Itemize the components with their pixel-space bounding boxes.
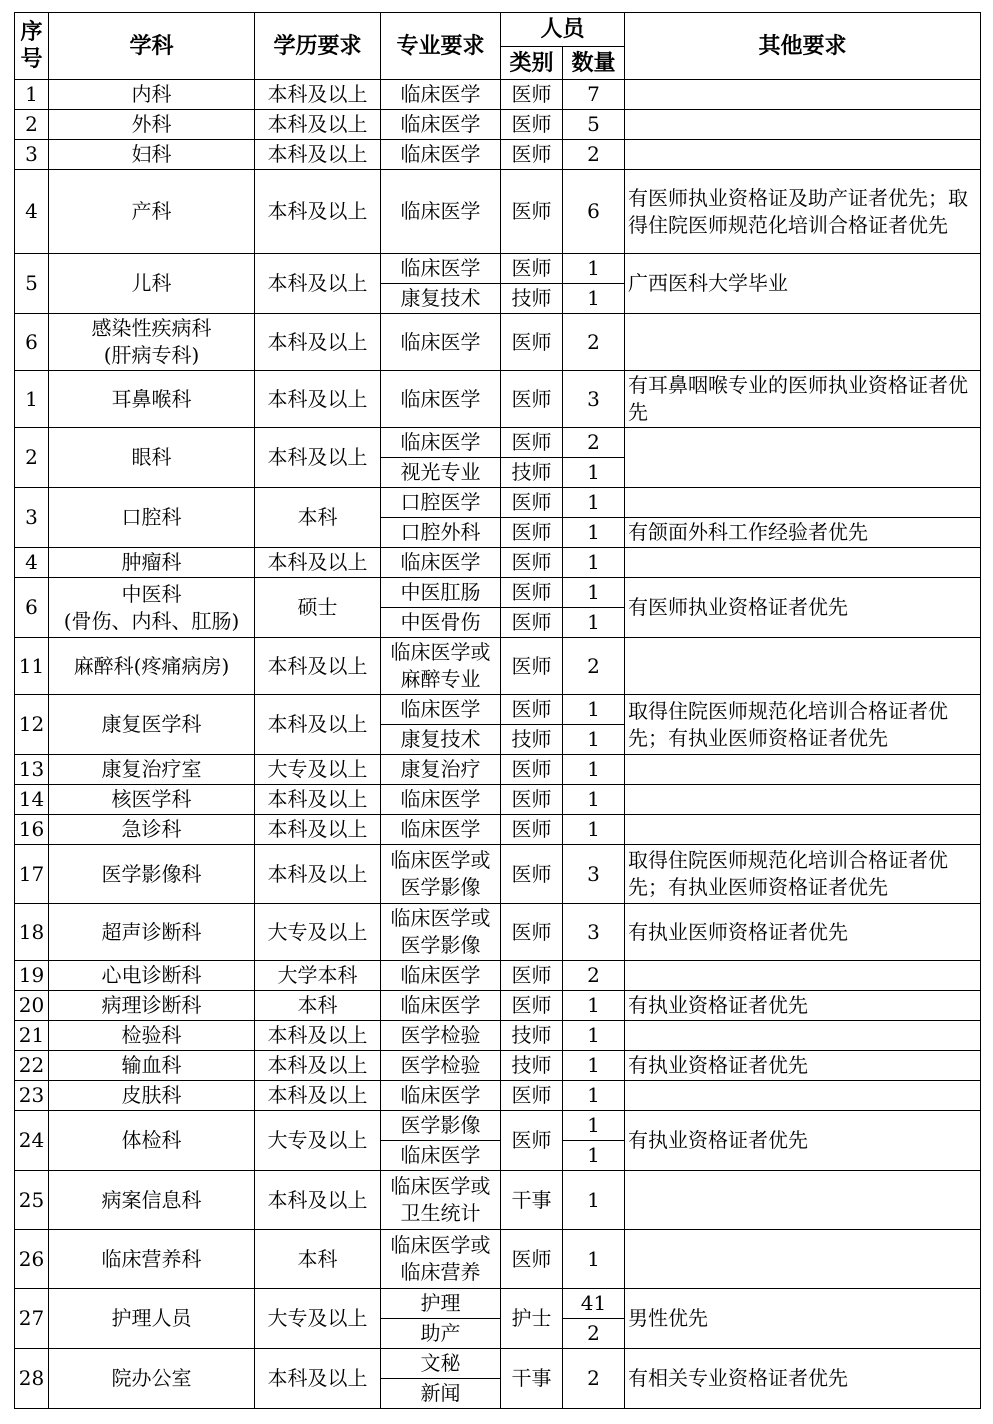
dept-cell: 医学影像科	[49, 845, 255, 904]
header-dept: 学科	[49, 13, 255, 80]
dept-cell: 产科	[49, 170, 255, 254]
edu-cell: 本科及以上	[255, 815, 381, 845]
header-edu: 学历要求	[255, 13, 381, 80]
type-cell: 医师	[501, 904, 563, 961]
header-major: 专业要求	[381, 13, 501, 80]
other-cell: 有颌面外科工作经验者优先	[625, 518, 981, 548]
seq-cell: 3	[15, 488, 49, 548]
type-cell: 医师	[501, 140, 563, 170]
seq-cell: 5	[15, 254, 49, 314]
count-cell: 5	[563, 110, 625, 140]
dept-cell: 耳鼻喉科	[49, 371, 255, 428]
count-cell: 1	[563, 1230, 625, 1289]
type-cell: 医师	[501, 1081, 563, 1111]
table-row	[15, 845, 981, 904]
major-cell: 助产	[381, 1319, 501, 1349]
header-type: 类别	[501, 47, 563, 80]
count-cell: 3	[563, 845, 625, 904]
seq-cell: 1	[15, 80, 49, 110]
table-row	[15, 110, 981, 140]
major-cell: 医学检验	[381, 1021, 501, 1051]
count-cell: 1	[563, 548, 625, 578]
count-cell: 1	[563, 1021, 625, 1051]
type-cell: 医师	[501, 608, 563, 638]
count-cell: 7	[563, 80, 625, 110]
major-cell: 护理	[381, 1289, 501, 1319]
table-row	[15, 578, 981, 608]
other-cell	[625, 815, 981, 845]
type-cell: 医师	[501, 815, 563, 845]
table-row	[15, 755, 981, 785]
seq-cell: 13	[15, 755, 49, 785]
type-cell: 医师	[501, 1111, 563, 1171]
count-cell: 1	[563, 1141, 625, 1171]
count-cell: 2	[563, 314, 625, 371]
other-cell	[625, 785, 981, 815]
major-cell: 口腔外科	[381, 518, 501, 548]
other-cell	[625, 428, 981, 488]
dept-cell: 护理人员	[49, 1289, 255, 1349]
dept-cell: 输血科	[49, 1051, 255, 1081]
seq-cell: 23	[15, 1081, 49, 1111]
seq-cell: 4	[15, 548, 49, 578]
edu-cell: 本科及以上	[255, 1349, 381, 1409]
count-cell: 1	[563, 815, 625, 845]
table-body	[15, 80, 981, 1409]
seq-cell: 25	[15, 1171, 49, 1230]
dept-cell: 皮肤科	[49, 1081, 255, 1111]
count-cell: 1	[563, 488, 625, 518]
edu-cell: 本科	[255, 991, 381, 1021]
other-cell	[625, 314, 981, 371]
seq-cell: 27	[15, 1289, 49, 1349]
seq-cell: 18	[15, 904, 49, 961]
type-cell: 医师	[501, 638, 563, 695]
other-cell	[625, 488, 981, 518]
type-cell: 技师	[501, 1021, 563, 1051]
dept-cell: 儿科	[49, 254, 255, 314]
seq-cell: 26	[15, 1230, 49, 1289]
major-cell: 康复治疗	[381, 755, 501, 785]
major-cell: 口腔医学	[381, 488, 501, 518]
header-count: 数量	[563, 47, 625, 80]
major-cell: 临床医学	[381, 140, 501, 170]
dept-cell: 康复治疗室	[49, 755, 255, 785]
edu-cell: 大专及以上	[255, 755, 381, 785]
other-cell: 男性优先	[625, 1289, 981, 1349]
edu-cell: 大专及以上	[255, 1111, 381, 1171]
other-cell	[625, 1081, 981, 1111]
dept-cell: 妇科	[49, 140, 255, 170]
type-cell: 医师	[501, 314, 563, 371]
edu-cell: 本科	[255, 488, 381, 548]
major-cell: 临床医学	[381, 428, 501, 458]
edu-cell: 本科及以上	[255, 428, 381, 488]
count-cell: 2	[563, 140, 625, 170]
type-cell: 医师	[501, 755, 563, 785]
dept-cell: 临床营养科	[49, 1230, 255, 1289]
other-cell	[625, 80, 981, 110]
edu-cell: 本科及以上	[255, 170, 381, 254]
seq-cell: 22	[15, 1051, 49, 1081]
table-row	[15, 785, 981, 815]
table-row	[15, 1171, 981, 1230]
seq-cell: 20	[15, 991, 49, 1021]
count-cell: 1	[563, 695, 625, 725]
table-row	[15, 1111, 981, 1141]
other-cell: 有医师执业资格证者优先	[625, 578, 981, 638]
other-cell: 有耳鼻咽喉专业的医师执业资格证者优先	[625, 371, 981, 428]
table-row	[15, 638, 981, 695]
other-cell	[625, 140, 981, 170]
type-cell: 干事	[501, 1349, 563, 1409]
seq-cell: 1	[15, 371, 49, 428]
dept-cell: 急诊科	[49, 815, 255, 845]
major-cell: 医学检验	[381, 1051, 501, 1081]
other-cell: 有相关专业资格证者优先	[625, 1349, 981, 1409]
table-row	[15, 695, 981, 725]
header-other: 其他要求	[625, 13, 981, 80]
major-cell: 康复技术	[381, 725, 501, 755]
table-row	[15, 1021, 981, 1051]
edu-cell: 本科及以上	[255, 140, 381, 170]
type-cell: 医师	[501, 170, 563, 254]
other-cell	[625, 1021, 981, 1051]
type-cell: 医师	[501, 1230, 563, 1289]
seq-cell: 6	[15, 314, 49, 371]
major-cell: 中医肛肠	[381, 578, 501, 608]
type-cell: 医师	[501, 254, 563, 284]
seq-cell: 6	[15, 578, 49, 638]
count-cell: 1	[563, 608, 625, 638]
type-cell: 技师	[501, 1051, 563, 1081]
header-staff: 人员	[501, 13, 625, 47]
other-cell: 有执业医师资格证者优先	[625, 904, 981, 961]
table-row	[15, 488, 981, 518]
type-cell: 医师	[501, 110, 563, 140]
count-cell: 1	[563, 991, 625, 1021]
dept-cell: 康复医学科	[49, 695, 255, 755]
type-cell: 医师	[501, 785, 563, 815]
dept-cell: 病理诊断科	[49, 991, 255, 1021]
other-cell: 广西医科大学毕业	[625, 254, 981, 314]
dept-cell: 体检科	[49, 1111, 255, 1171]
major-cell: 临床医学	[381, 815, 501, 845]
edu-cell: 大学本科	[255, 961, 381, 991]
seq-cell: 21	[15, 1021, 49, 1051]
major-cell: 新闻	[381, 1379, 501, 1409]
edu-cell: 本科及以上	[255, 785, 381, 815]
major-cell: 临床医学或 医学影像	[381, 904, 501, 961]
count-cell: 1	[563, 755, 625, 785]
table-row	[15, 991, 981, 1021]
edu-cell: 本科及以上	[255, 1171, 381, 1230]
type-cell: 医师	[501, 371, 563, 428]
table-row	[15, 548, 981, 578]
type-cell: 医师	[501, 80, 563, 110]
dept-cell: 超声诊断科	[49, 904, 255, 961]
type-cell: 干事	[501, 1171, 563, 1230]
count-cell: 1	[563, 725, 625, 755]
table-row	[15, 371, 981, 428]
table-header	[15, 13, 981, 80]
type-cell: 医师	[501, 961, 563, 991]
count-cell: 1	[563, 1051, 625, 1081]
major-cell: 临床医学	[381, 314, 501, 371]
major-cell: 临床医学	[381, 110, 501, 140]
seq-cell: 17	[15, 845, 49, 904]
count-cell: 2	[563, 961, 625, 991]
count-cell: 2	[563, 1319, 625, 1349]
count-cell: 2	[563, 1349, 625, 1409]
dept-cell: 核医学科	[49, 785, 255, 815]
count-cell: 6	[563, 170, 625, 254]
other-cell: 有执业资格证者优先	[625, 1111, 981, 1171]
major-cell: 临床医学或 麻醉专业	[381, 638, 501, 695]
table-row	[15, 815, 981, 845]
count-cell: 1	[563, 518, 625, 548]
count-cell: 41	[563, 1289, 625, 1319]
edu-cell: 本科及以上	[255, 110, 381, 140]
seq-cell: 2	[15, 110, 49, 140]
type-cell: 医师	[501, 578, 563, 608]
dept-cell: 口腔科	[49, 488, 255, 548]
dept-cell: 院办公室	[49, 1349, 255, 1409]
seq-cell: 24	[15, 1111, 49, 1171]
other-cell	[625, 1171, 981, 1230]
seq-cell: 4	[15, 170, 49, 254]
type-cell: 医师	[501, 488, 563, 518]
count-cell: 1	[563, 284, 625, 314]
recruitment-table	[14, 12, 981, 1409]
major-cell: 临床医学或 卫生统计	[381, 1171, 501, 1230]
major-cell: 临床医学	[381, 254, 501, 284]
major-cell: 中医骨伤	[381, 608, 501, 638]
edu-cell: 本科及以上	[255, 254, 381, 314]
type-cell: 医师	[501, 548, 563, 578]
type-cell: 医师	[501, 695, 563, 725]
table-row	[15, 1081, 981, 1111]
edu-cell: 本科及以上	[255, 1081, 381, 1111]
table-row	[15, 1230, 981, 1289]
major-cell: 临床医学	[381, 695, 501, 725]
seq-cell: 12	[15, 695, 49, 755]
count-cell: 3	[563, 371, 625, 428]
type-cell: 医师	[501, 991, 563, 1021]
major-cell: 临床医学	[381, 371, 501, 428]
table-row	[15, 254, 981, 284]
count-cell: 3	[563, 904, 625, 961]
dept-cell: 检验科	[49, 1021, 255, 1051]
table-row	[15, 904, 981, 961]
major-cell: 临床医学	[381, 991, 501, 1021]
type-cell: 医师	[501, 518, 563, 548]
other-cell	[625, 1230, 981, 1289]
other-cell: 取得住院医师规范化培训合格证者优先；有执业医师资格证者优先	[625, 695, 981, 755]
type-cell: 技师	[501, 725, 563, 755]
edu-cell: 本科及以上	[255, 314, 381, 371]
edu-cell: 本科及以上	[255, 80, 381, 110]
other-cell	[625, 638, 981, 695]
table-row	[15, 428, 981, 458]
dept-cell: 病案信息科	[49, 1171, 255, 1230]
type-cell: 技师	[501, 458, 563, 488]
major-cell: 临床医学	[381, 80, 501, 110]
major-cell: 临床医学	[381, 170, 501, 254]
type-cell: 医师	[501, 428, 563, 458]
edu-cell: 本科及以上	[255, 845, 381, 904]
dept-cell: 肿瘤科	[49, 548, 255, 578]
count-cell: 1	[563, 1171, 625, 1230]
edu-cell: 大专及以上	[255, 1289, 381, 1349]
seq-cell: 14	[15, 785, 49, 815]
major-cell: 临床医学	[381, 1081, 501, 1111]
table-row	[15, 1051, 981, 1081]
edu-cell: 本科及以上	[255, 371, 381, 428]
major-cell: 医学影像	[381, 1111, 501, 1141]
header-seq: 序 号	[15, 13, 49, 80]
edu-cell: 硕士	[255, 578, 381, 638]
count-cell: 1	[563, 254, 625, 284]
seq-cell: 11	[15, 638, 49, 695]
count-cell: 1	[563, 1111, 625, 1141]
major-cell: 临床医学	[381, 1141, 501, 1171]
count-cell: 2	[563, 428, 625, 458]
table-row	[15, 140, 981, 170]
major-cell: 文秘	[381, 1349, 501, 1379]
dept-cell: 心电诊断科	[49, 961, 255, 991]
table-row	[15, 961, 981, 991]
seq-cell: 16	[15, 815, 49, 845]
edu-cell: 本科及以上	[255, 695, 381, 755]
other-cell	[625, 110, 981, 140]
dept-cell: 内科	[49, 80, 255, 110]
other-cell	[625, 961, 981, 991]
major-cell: 临床医学	[381, 785, 501, 815]
table-row	[15, 314, 981, 371]
other-cell: 取得住院医师规范化培训合格证者优先；有执业医师资格证者优先	[625, 845, 981, 904]
table-row	[15, 1289, 981, 1319]
dept-cell: 感染性疾病科 (肝病专科)	[49, 314, 255, 371]
edu-cell: 本科	[255, 1230, 381, 1289]
edu-cell: 大专及以上	[255, 904, 381, 961]
other-cell	[625, 755, 981, 785]
dept-cell: 麻醉科(疼痛病房)	[49, 638, 255, 695]
major-cell: 临床医学或 临床营养	[381, 1230, 501, 1289]
table-row	[15, 170, 981, 254]
type-cell: 医师	[501, 845, 563, 904]
count-cell: 1	[563, 578, 625, 608]
other-cell: 有执业资格证者优先	[625, 1051, 981, 1081]
seq-cell: 3	[15, 140, 49, 170]
count-cell: 1	[563, 1081, 625, 1111]
edu-cell: 本科及以上	[255, 1021, 381, 1051]
major-cell: 临床医学	[381, 961, 501, 991]
other-cell: 有执业资格证者优先	[625, 991, 981, 1021]
seq-cell: 28	[15, 1349, 49, 1409]
count-cell: 1	[563, 785, 625, 815]
seq-cell: 19	[15, 961, 49, 991]
count-cell: 2	[563, 638, 625, 695]
table-row	[15, 80, 981, 110]
dept-cell: 外科	[49, 110, 255, 140]
major-cell: 视光专业	[381, 458, 501, 488]
other-cell	[625, 548, 981, 578]
dept-cell: 中医科 (骨伤、内科、肛肠)	[49, 578, 255, 638]
edu-cell: 本科及以上	[255, 638, 381, 695]
count-cell: 1	[563, 458, 625, 488]
type-cell: 技师	[501, 284, 563, 314]
major-cell: 临床医学	[381, 548, 501, 578]
major-cell: 临床医学或 医学影像	[381, 845, 501, 904]
edu-cell: 本科及以上	[255, 1051, 381, 1081]
type-cell: 护士	[501, 1289, 563, 1349]
seq-cell: 2	[15, 428, 49, 488]
table-row	[15, 1349, 981, 1379]
major-cell: 康复技术	[381, 284, 501, 314]
other-cell: 有医师执业资格证及助产证者优先；取得住院医师规范化培训合格证者优先	[625, 170, 981, 254]
dept-cell: 眼科	[49, 428, 255, 488]
edu-cell: 本科及以上	[255, 548, 381, 578]
